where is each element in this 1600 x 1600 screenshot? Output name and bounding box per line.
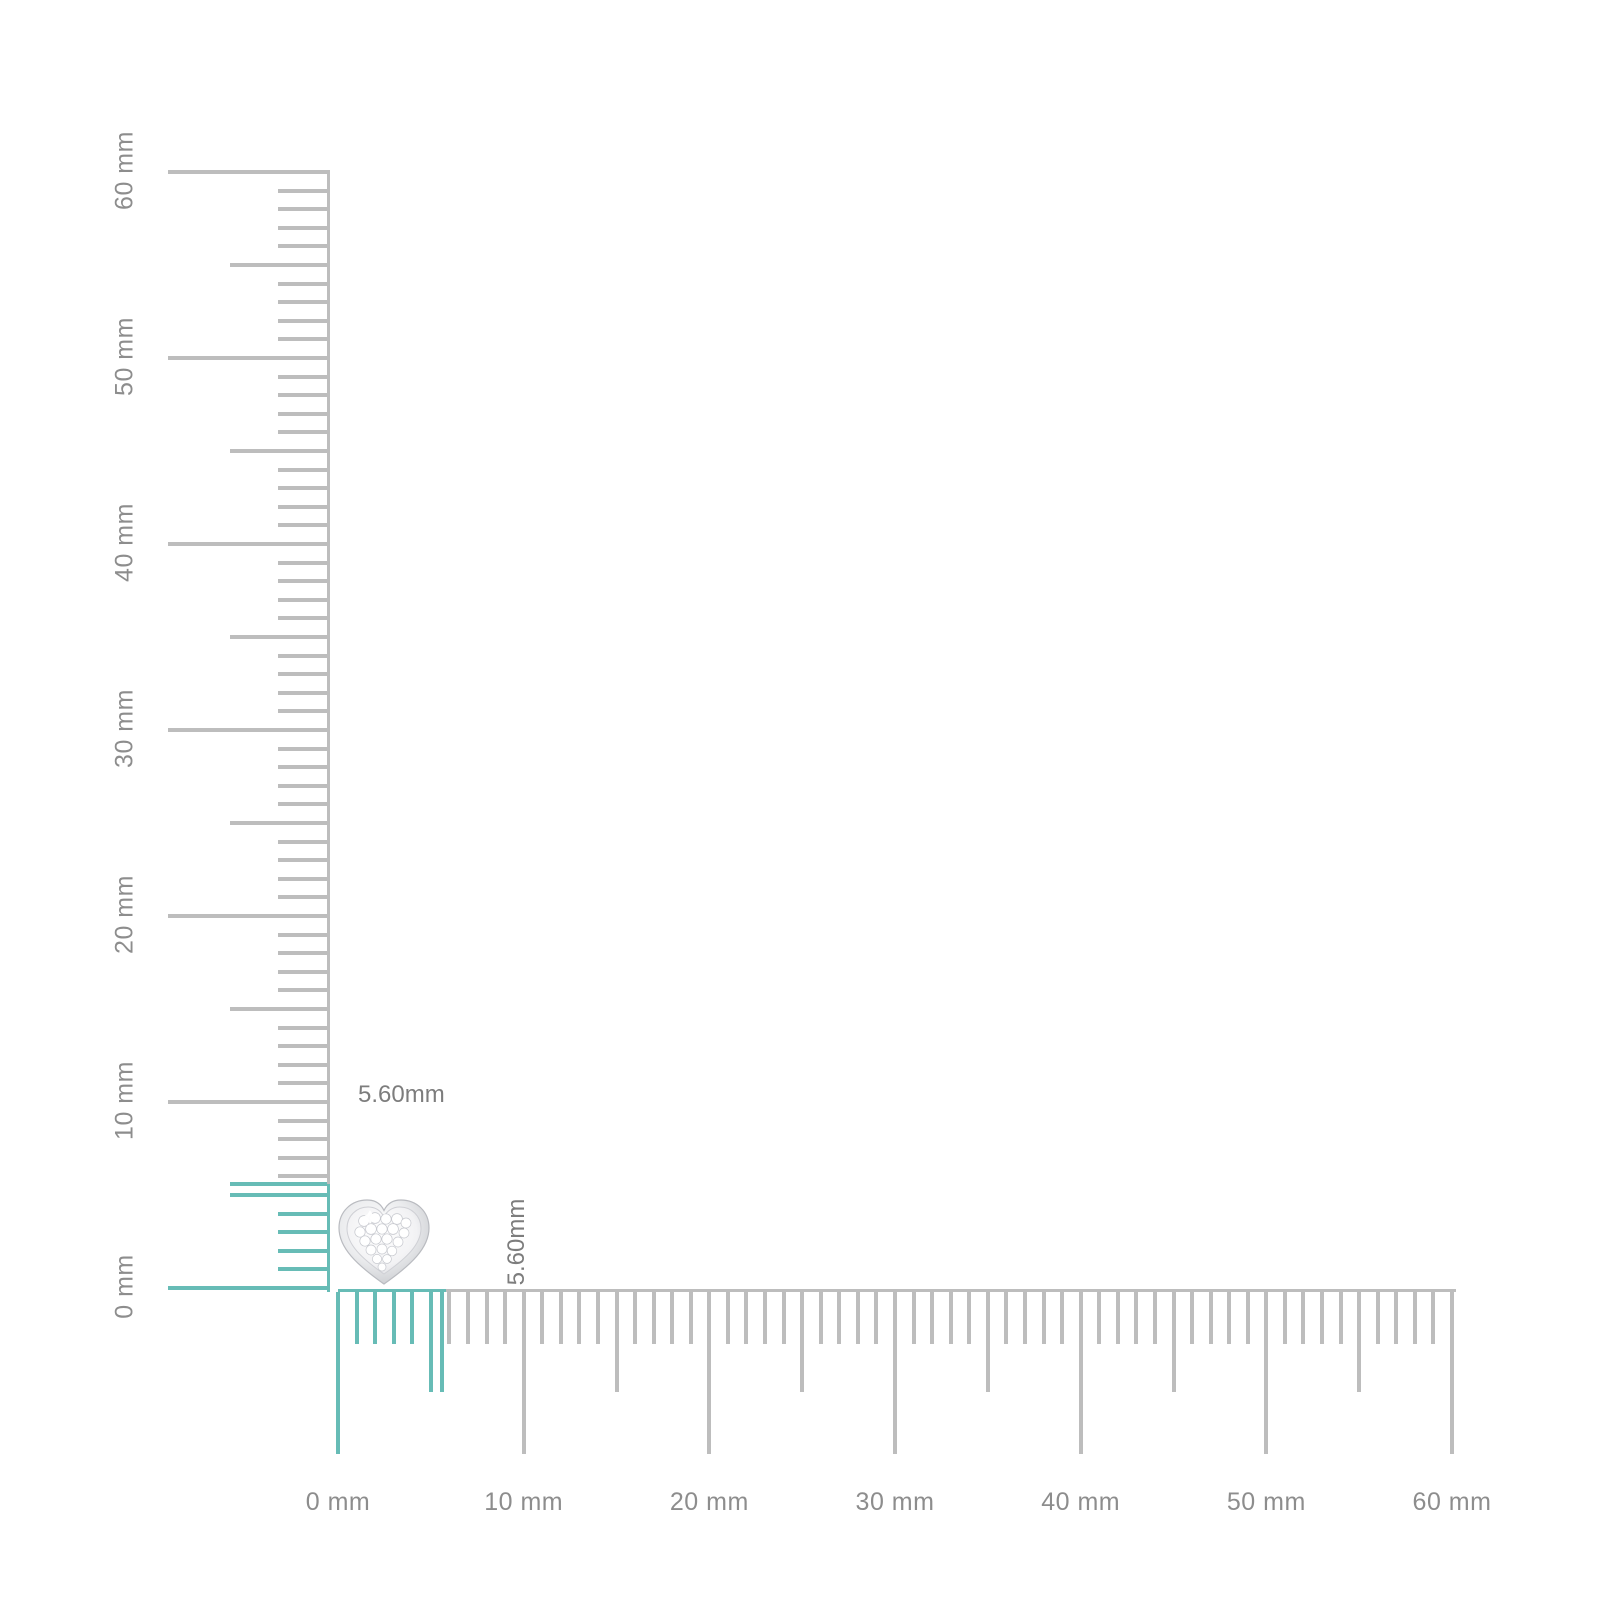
- ruler-tick: [230, 263, 330, 267]
- vertical-ruler-label: 50 mm: [110, 317, 139, 396]
- ruler-tick: [392, 1292, 396, 1344]
- ruler-tick: [540, 1292, 544, 1344]
- ruler-tick: [1116, 1292, 1120, 1344]
- ruler-tick: [278, 244, 330, 248]
- ruler-tick: [278, 282, 330, 286]
- product-image: [330, 1186, 438, 1294]
- ruler-tick: [967, 1292, 971, 1344]
- ruler-tick: [168, 728, 330, 732]
- vertical-ruler-label: 10 mm: [110, 1061, 139, 1140]
- ruler-tick: [670, 1292, 674, 1344]
- vertical-ruler-label: 30 mm: [110, 689, 139, 768]
- ruler-tick: [278, 1156, 330, 1160]
- ruler-tick: [429, 1292, 433, 1392]
- horizontal-ruler-label: 50 mm: [1226, 1488, 1306, 1516]
- ruler-tick: [1190, 1292, 1194, 1344]
- ruler-tick: [278, 691, 330, 695]
- vertical-ruler-label: 40 mm: [110, 503, 139, 582]
- ruler-tick: [278, 970, 330, 974]
- ruler-tick: [1134, 1292, 1138, 1344]
- ruler-tick: [1264, 1292, 1268, 1454]
- ruler-tick: [1209, 1292, 1213, 1344]
- vertical-ruler-label: 0 mm: [110, 1254, 139, 1319]
- ruler-tick: [1357, 1292, 1361, 1392]
- ruler-tick: [168, 914, 330, 918]
- ruler-tick: [837, 1292, 841, 1344]
- ruler-tick: [1042, 1292, 1046, 1344]
- vertical-ruler-label: 60 mm: [110, 131, 139, 210]
- horizontal-ruler-label: 0 mm: [305, 1488, 371, 1516]
- ruler-tick: [949, 1292, 953, 1344]
- ruler-tick: [230, 635, 330, 639]
- ruler-tick: [1004, 1292, 1008, 1344]
- ruler-tick: [278, 523, 330, 527]
- ruler-tick: [1246, 1292, 1250, 1344]
- ruler-tick: [278, 1026, 330, 1030]
- ruler-tick: [744, 1292, 748, 1344]
- ruler-tick: [893, 1292, 897, 1454]
- ruler-tick: [819, 1292, 823, 1344]
- ruler-tick: [726, 1292, 730, 1344]
- ruler-tick: [278, 1267, 330, 1271]
- ruler-tick: [278, 226, 330, 230]
- ruler-tick: [230, 1182, 330, 1186]
- ruler-tick: [278, 598, 330, 602]
- ruler-tick: [1394, 1292, 1398, 1344]
- ruler-tick: [278, 951, 330, 955]
- ruler-tick: [652, 1292, 656, 1344]
- ruler-tick: [1153, 1292, 1157, 1344]
- ruler-tick: [577, 1292, 581, 1344]
- horizontal-ruler-label: 20 mm: [669, 1488, 749, 1516]
- ruler-tick: [1079, 1292, 1083, 1454]
- ruler-tick: [278, 988, 330, 992]
- ruler-tick: [278, 672, 330, 676]
- ruler-tick: [278, 765, 330, 769]
- ruler-tick: [278, 616, 330, 620]
- ruler-tick: [278, 375, 330, 379]
- ruler-tick: [278, 1137, 330, 1141]
- horizontal-ruler-label: 60 mm: [1412, 1488, 1492, 1516]
- ruler-tick: [559, 1292, 563, 1344]
- ruler-tick: [1320, 1292, 1324, 1344]
- ruler-tick: [278, 802, 330, 806]
- ruler-tick: [1097, 1292, 1101, 1344]
- ruler-tick: [278, 207, 330, 211]
- ruler-tick: [1339, 1292, 1343, 1344]
- ruler-tick: [800, 1292, 804, 1392]
- ruler-tick: [466, 1292, 470, 1344]
- ruler-tick: [278, 579, 330, 583]
- ruler-tick: [278, 1212, 330, 1216]
- vertical-ruler-spine: [327, 172, 330, 1292]
- ruler-tick: [485, 1292, 489, 1344]
- ruler-tick: [440, 1292, 444, 1392]
- ruler-tick: [596, 1292, 600, 1344]
- ruler-tick: [986, 1292, 990, 1392]
- ruler-tick: [278, 840, 330, 844]
- ruler-tick: [278, 412, 330, 416]
- ruler-tick: [410, 1292, 414, 1344]
- ruler-tick: [168, 356, 330, 360]
- ruler-tick: [278, 1230, 330, 1234]
- ruler-tick: [522, 1292, 526, 1454]
- ruler-tick: [1172, 1292, 1176, 1392]
- ruler-tick: [278, 709, 330, 713]
- ruler-tick: [168, 170, 330, 174]
- ruler-tick: [355, 1292, 359, 1344]
- ruler-tick: [1227, 1292, 1231, 1344]
- ruler-tick: [278, 1249, 330, 1253]
- ruler-tick: [278, 654, 330, 658]
- ruler-tick: [1376, 1292, 1380, 1344]
- vertical-ruler-label: 20 mm: [110, 875, 139, 954]
- ruler-tick: [763, 1292, 767, 1344]
- ruler-tick: [168, 542, 330, 546]
- ruler-tick: [782, 1292, 786, 1344]
- ruler-tick: [278, 1174, 330, 1178]
- ruler-tick: [707, 1292, 711, 1454]
- horizontal-ruler-label: 30 mm: [855, 1488, 935, 1516]
- ruler-tick: [1060, 1292, 1064, 1344]
- ruler-tick: [912, 1292, 916, 1344]
- ruler-tick: [336, 1292, 340, 1454]
- ruler-tick: [168, 1286, 330, 1290]
- ruler-tick: [278, 877, 330, 881]
- ruler-tick: [1450, 1292, 1454, 1454]
- ruler-tick: [230, 821, 330, 825]
- ruler-tick: [278, 468, 330, 472]
- ruler-tick: [1023, 1292, 1027, 1344]
- ruler-tick: [1301, 1292, 1305, 1344]
- ruler-tick: [278, 319, 330, 323]
- ruler-tick: [1413, 1292, 1417, 1344]
- ruler-tick: [633, 1292, 637, 1344]
- height-dimension-label: 5.60mm: [503, 1198, 530, 1286]
- ruler-tick: [278, 1063, 330, 1067]
- ruler-tick: [278, 393, 330, 397]
- ruler-tick: [278, 561, 330, 565]
- ruler-tick: [278, 1119, 330, 1123]
- ruler-tick: [168, 1100, 330, 1104]
- ruler-tick: [278, 189, 330, 193]
- width-dimension-label: 5.60mm: [358, 1081, 445, 1108]
- ruler-tick: [278, 747, 330, 751]
- ruler-tick: [278, 1081, 330, 1085]
- ruler-tick: [230, 1007, 330, 1011]
- ruler-tick: [1283, 1292, 1287, 1344]
- ruler-tick: [230, 1193, 330, 1197]
- ruler-tick: [278, 933, 330, 937]
- ruler-tick: [447, 1292, 451, 1344]
- ruler-tick: [856, 1292, 860, 1344]
- ruler-tick: [278, 1044, 330, 1048]
- ruler-tick: [230, 449, 330, 453]
- ruler-tick: [1431, 1292, 1435, 1344]
- ruler-tick: [689, 1292, 693, 1344]
- ruler-tick: [278, 300, 330, 304]
- ruler-tick: [278, 784, 330, 788]
- ruler-tick: [373, 1292, 377, 1344]
- ruler-tick: [874, 1292, 878, 1344]
- ruler-tick: [278, 858, 330, 862]
- ruler-tick: [278, 486, 330, 490]
- ruler-tick: [615, 1292, 619, 1392]
- ruler-tick: [278, 430, 330, 434]
- ruler-tick: [278, 337, 330, 341]
- ruler-tick: [278, 505, 330, 509]
- ruler-tick: [930, 1292, 934, 1344]
- ruler-tick: [278, 895, 330, 899]
- horizontal-ruler-label: 40 mm: [1041, 1488, 1121, 1516]
- horizontal-ruler-label: 10 mm: [484, 1488, 564, 1516]
